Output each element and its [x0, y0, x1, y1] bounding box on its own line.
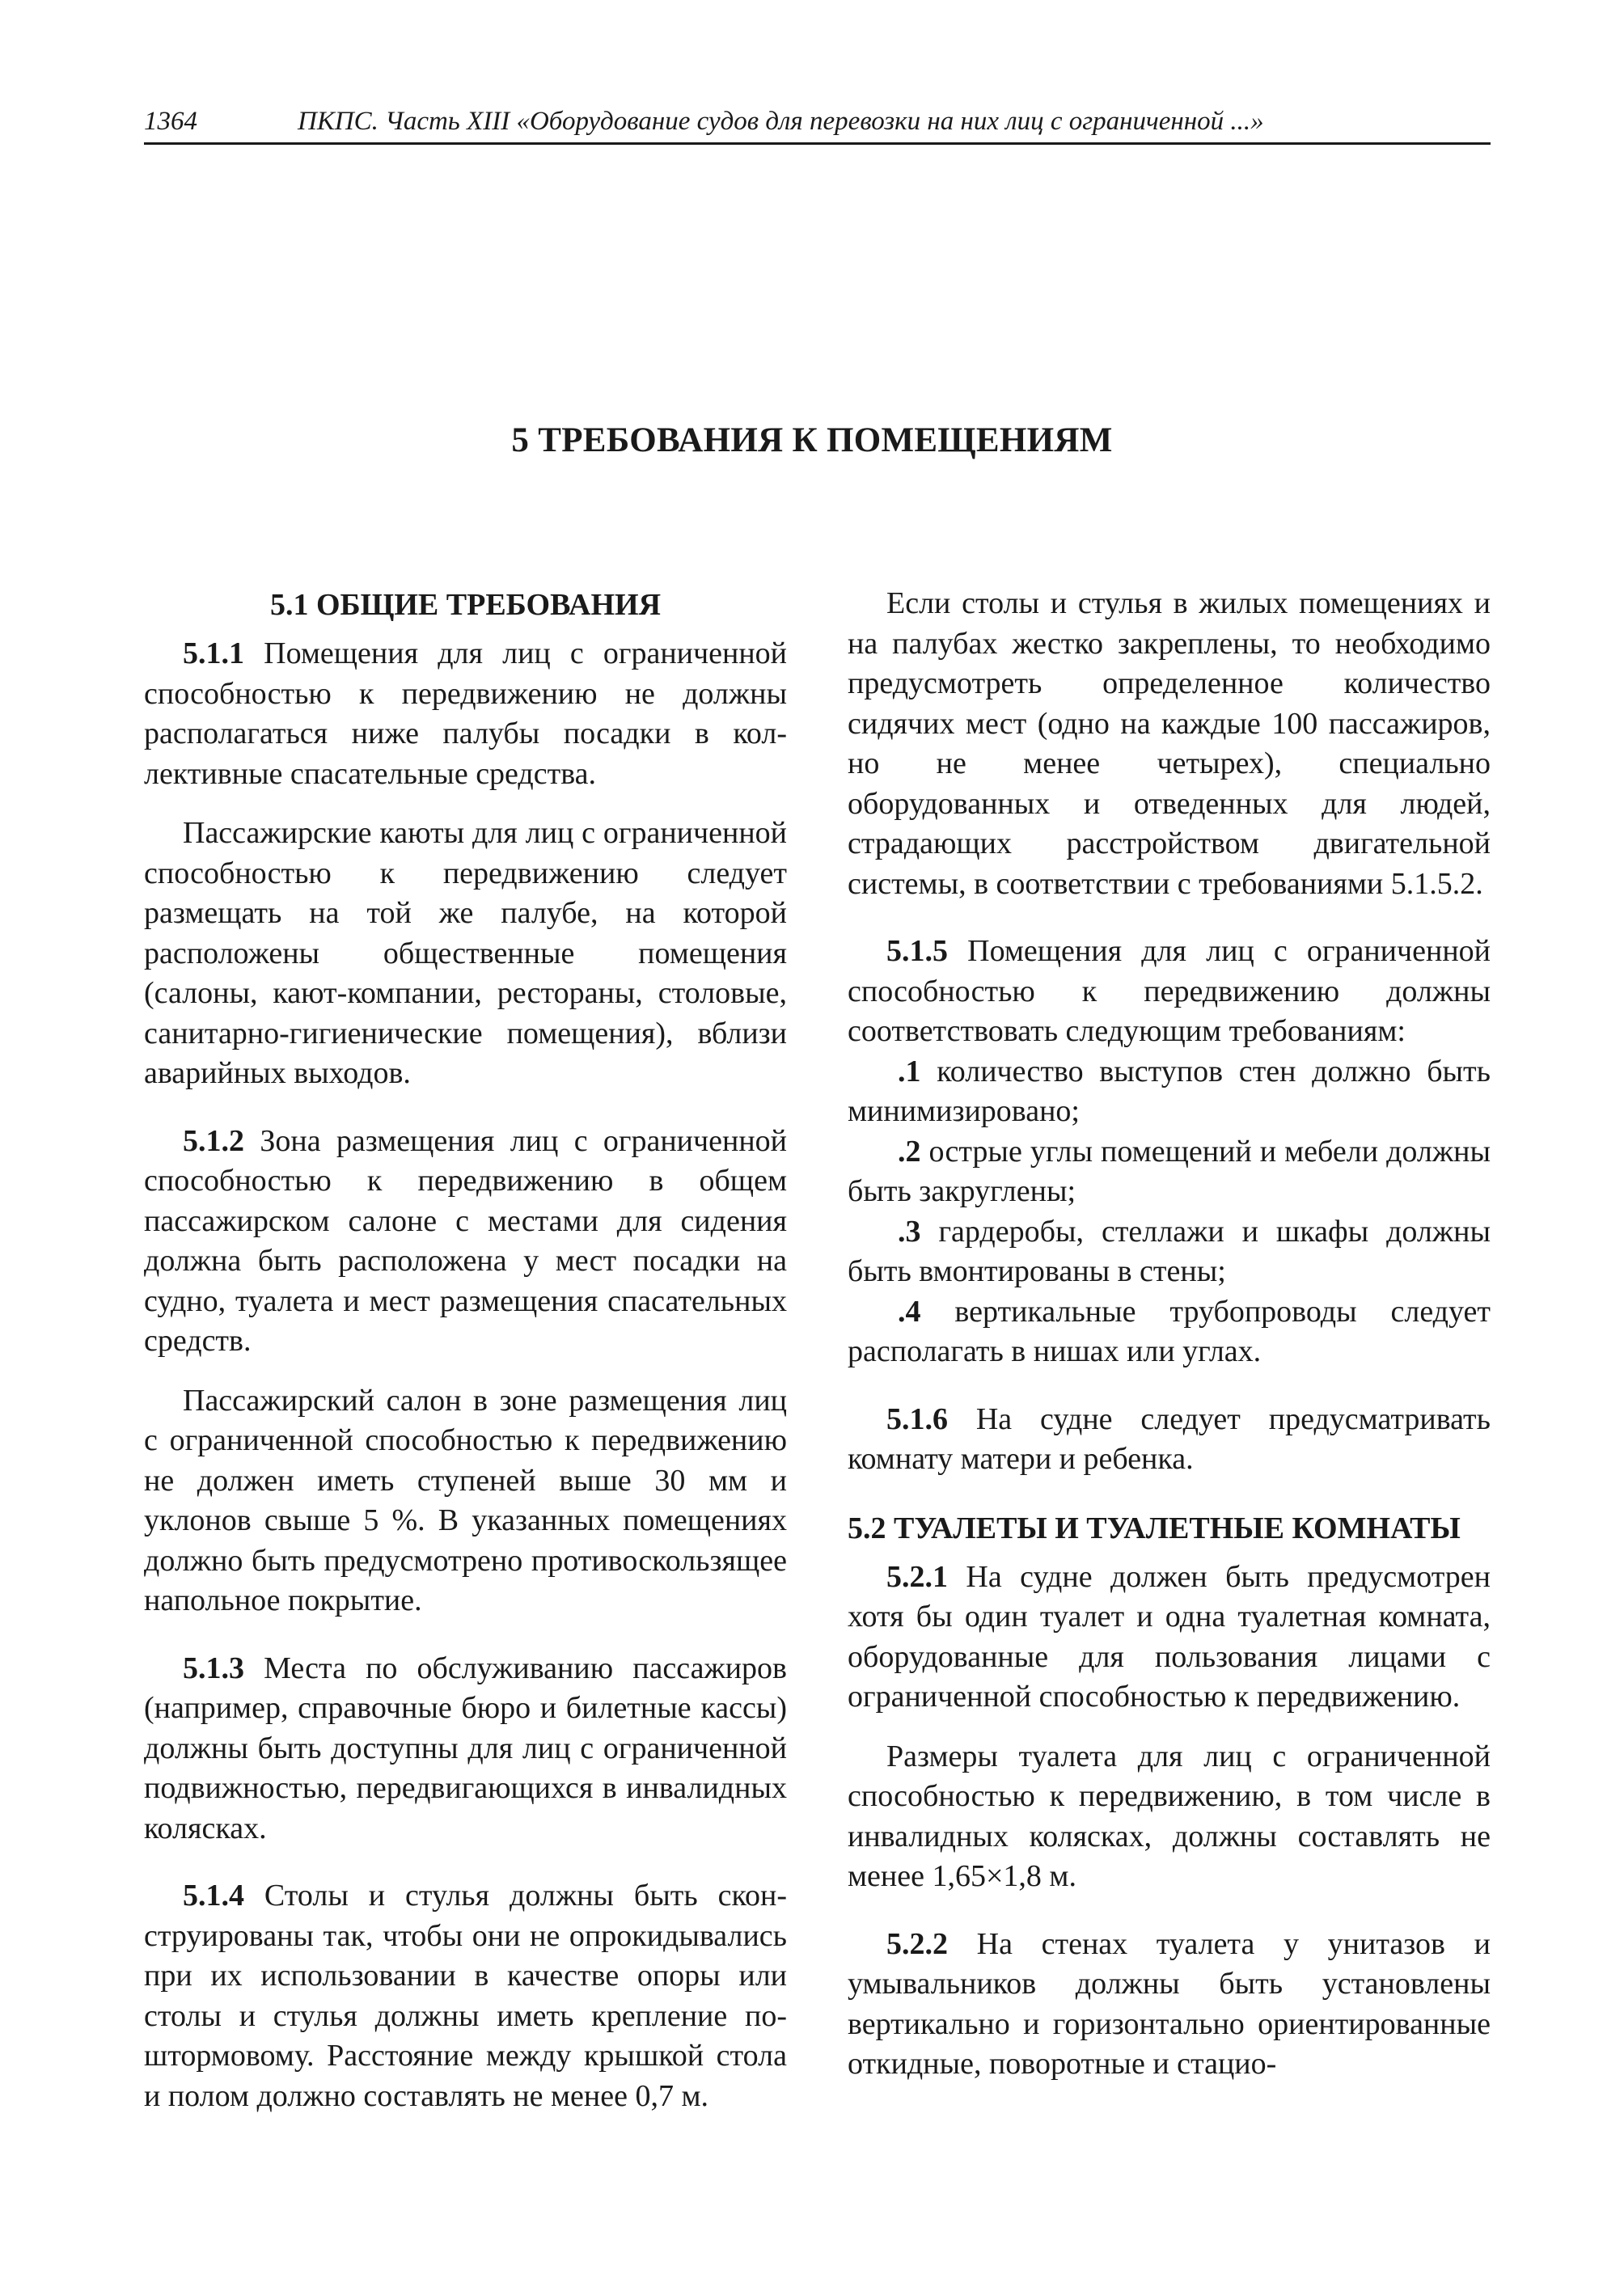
clause-number: 5.1.3 — [183, 1651, 244, 1685]
chapter-title: 5 ТРЕБОВАНИЯ К ПОМЕЩЕНИЯМ — [511, 421, 1113, 459]
paragraph-5-1-4 — [144, 1876, 787, 2116]
paragraph-text: Места по обслуживанию пассажиров (например, справочные бюро и билетные кассы) должны быть доступны для лиц с ограниченной подвижностью, передвигающихся в инвалидных колясках. — [144, 1651, 787, 1845]
list-number: .4 — [898, 1294, 921, 1329]
list-item — [848, 1052, 1491, 1132]
section-heading-5-1: 5.1 ОБЩИЕ ТРЕБОВАНИЯ — [269, 588, 662, 622]
paragraph-5-2-1 — [848, 1558, 1491, 1718]
paragraph-text: На стенах туалета у унитазов и умывальников должны быть установлены вертикально и горизонтально ориентированные откидные, поворотные и стацио- — [848, 1926, 1491, 2081]
paragraph-5-1-1-cont: Пассажирские каюты для лиц с ограниченной способностью к передвижению следует размещать на той же палубе, на которой расположены общественные помещения (салоны, кают-компании, рестораны, столовые, санитарно-гигиенические помещения), вблизи аварийных выходов. — [144, 816, 787, 1090]
paragraph-5-1-1 — [144, 634, 787, 794]
paragraph-5-2-2 — [848, 1925, 1491, 2085]
list-item — [848, 1132, 1491, 1212]
paragraph-text: Помещения для лиц с ограниченной способностью к передвижению должны соответствовать следующим требованиям: — [848, 934, 1491, 1048]
paragraph-5-1-6 — [848, 1400, 1491, 1480]
paragraph-5-1-3 — [144, 1649, 787, 1849]
paragraph-5-1-2 — [144, 1122, 787, 1362]
list-text: количество выступов стен должно быть минимизировано; — [848, 1054, 1491, 1128]
paragraph-5-1-2-cont: Пассажирский салон в зоне размещения лиц с ограниченной способностью к передвижению не должен иметь ступеней выше 30 мм и уклонов свыше 5 %. В указанных помещениях должно быть предусмотрено противоскользящее напольное покрытие. — [144, 1383, 787, 1617]
running-title: ПКПС. Часть XIII «Оборудование судов для перевозки на них лиц с ограниченной ...» — [298, 107, 1264, 136]
paragraph-text: На судне следует предусматривать комнату матери и ребенка. — [848, 1401, 1491, 1476]
clause-number: 5.1.1 — [183, 636, 244, 670]
list-number: .3 — [898, 1214, 921, 1249]
paragraph-5-1-5 — [848, 932, 1491, 1052]
clause-number: 5.1.5 — [886, 934, 948, 968]
left-column — [144, 584, 787, 2116]
clause-number: 5.1.4 — [183, 1879, 244, 1913]
list-number: .1 — [898, 1054, 921, 1088]
paragraph-text: Столы и стулья должны быть сконструированы так, чтобы они не опрокидывались при их использовании в качестве опоры или столы и стулья должны иметь крепление по-штормовому. Расстояние между крышкой стола и полом должно составлять не менее 0,7 м. — [144, 1879, 787, 2113]
section-heading-5-2: 5.2 ТУАЛЕТЫ И ТУАЛЕТНЫЕ КОМНАТЫ — [848, 1511, 1461, 1545]
paragraph-5-1-4-cont: Если столы и стулья в жилых помещениях и на палубах жестко закреплены, то необходимо предусмотреть определенное количество сидячих мест (одно на каждые 100 пассажиров, но не менее четырех), специально оборудованных и отведенных для людей, страдающих расстройством двигательной системы, в соответствии с требованиями 5.1.5.2. — [848, 586, 1491, 901]
list-item — [848, 1292, 1491, 1372]
paragraph-text: Помещения для лиц с ограниченной способностью к передвижению не должны располагаться ниже палубы посадки в коллективные спасательные средства. — [144, 636, 787, 791]
paragraph-text: На судне должен быть предусмотрен хотя бы один туалет и одна туалетная комната, оборудованные для пользования лицами с ограниченной способностью к передвижению. — [848, 1559, 1491, 1714]
clause-number: 5.2.2 — [886, 1926, 948, 1961]
clause-number: 5.2.1 — [886, 1559, 948, 1594]
paragraph-5-2-1-cont: Размеры туалета для лиц с ограниченной способностью к передвижению, в том числе в инвалидных колясках, должны составлять не менее 1,65×1,8 м. — [848, 1739, 1491, 1893]
list-text: вертикальные трубопроводы следует располагать в нишах или углах. — [848, 1294, 1491, 1368]
list-number: .2 — [898, 1134, 921, 1169]
running-header — [144, 104, 1491, 145]
clause-number: 5.1.2 — [183, 1123, 244, 1158]
paragraph-text: Зона размещения лиц с ограниченной способностью к передвижению в общем пассажирском салоне с местами для сидения должна быть расположена у мест посадки на судно, туалета и мест размещения спасательных средств. — [144, 1123, 787, 1358]
list-item — [848, 1212, 1491, 1292]
page-number: 1364 — [144, 107, 197, 136]
clause-number: 5.1.6 — [886, 1401, 948, 1436]
list-text: гардеробы, стеллажи и шкафы должны быть вмонтированы в стены; — [848, 1214, 1491, 1288]
list-text: острые углы помещений и мебели должны быть закруглены; — [848, 1134, 1491, 1208]
right-column — [848, 584, 1491, 2085]
